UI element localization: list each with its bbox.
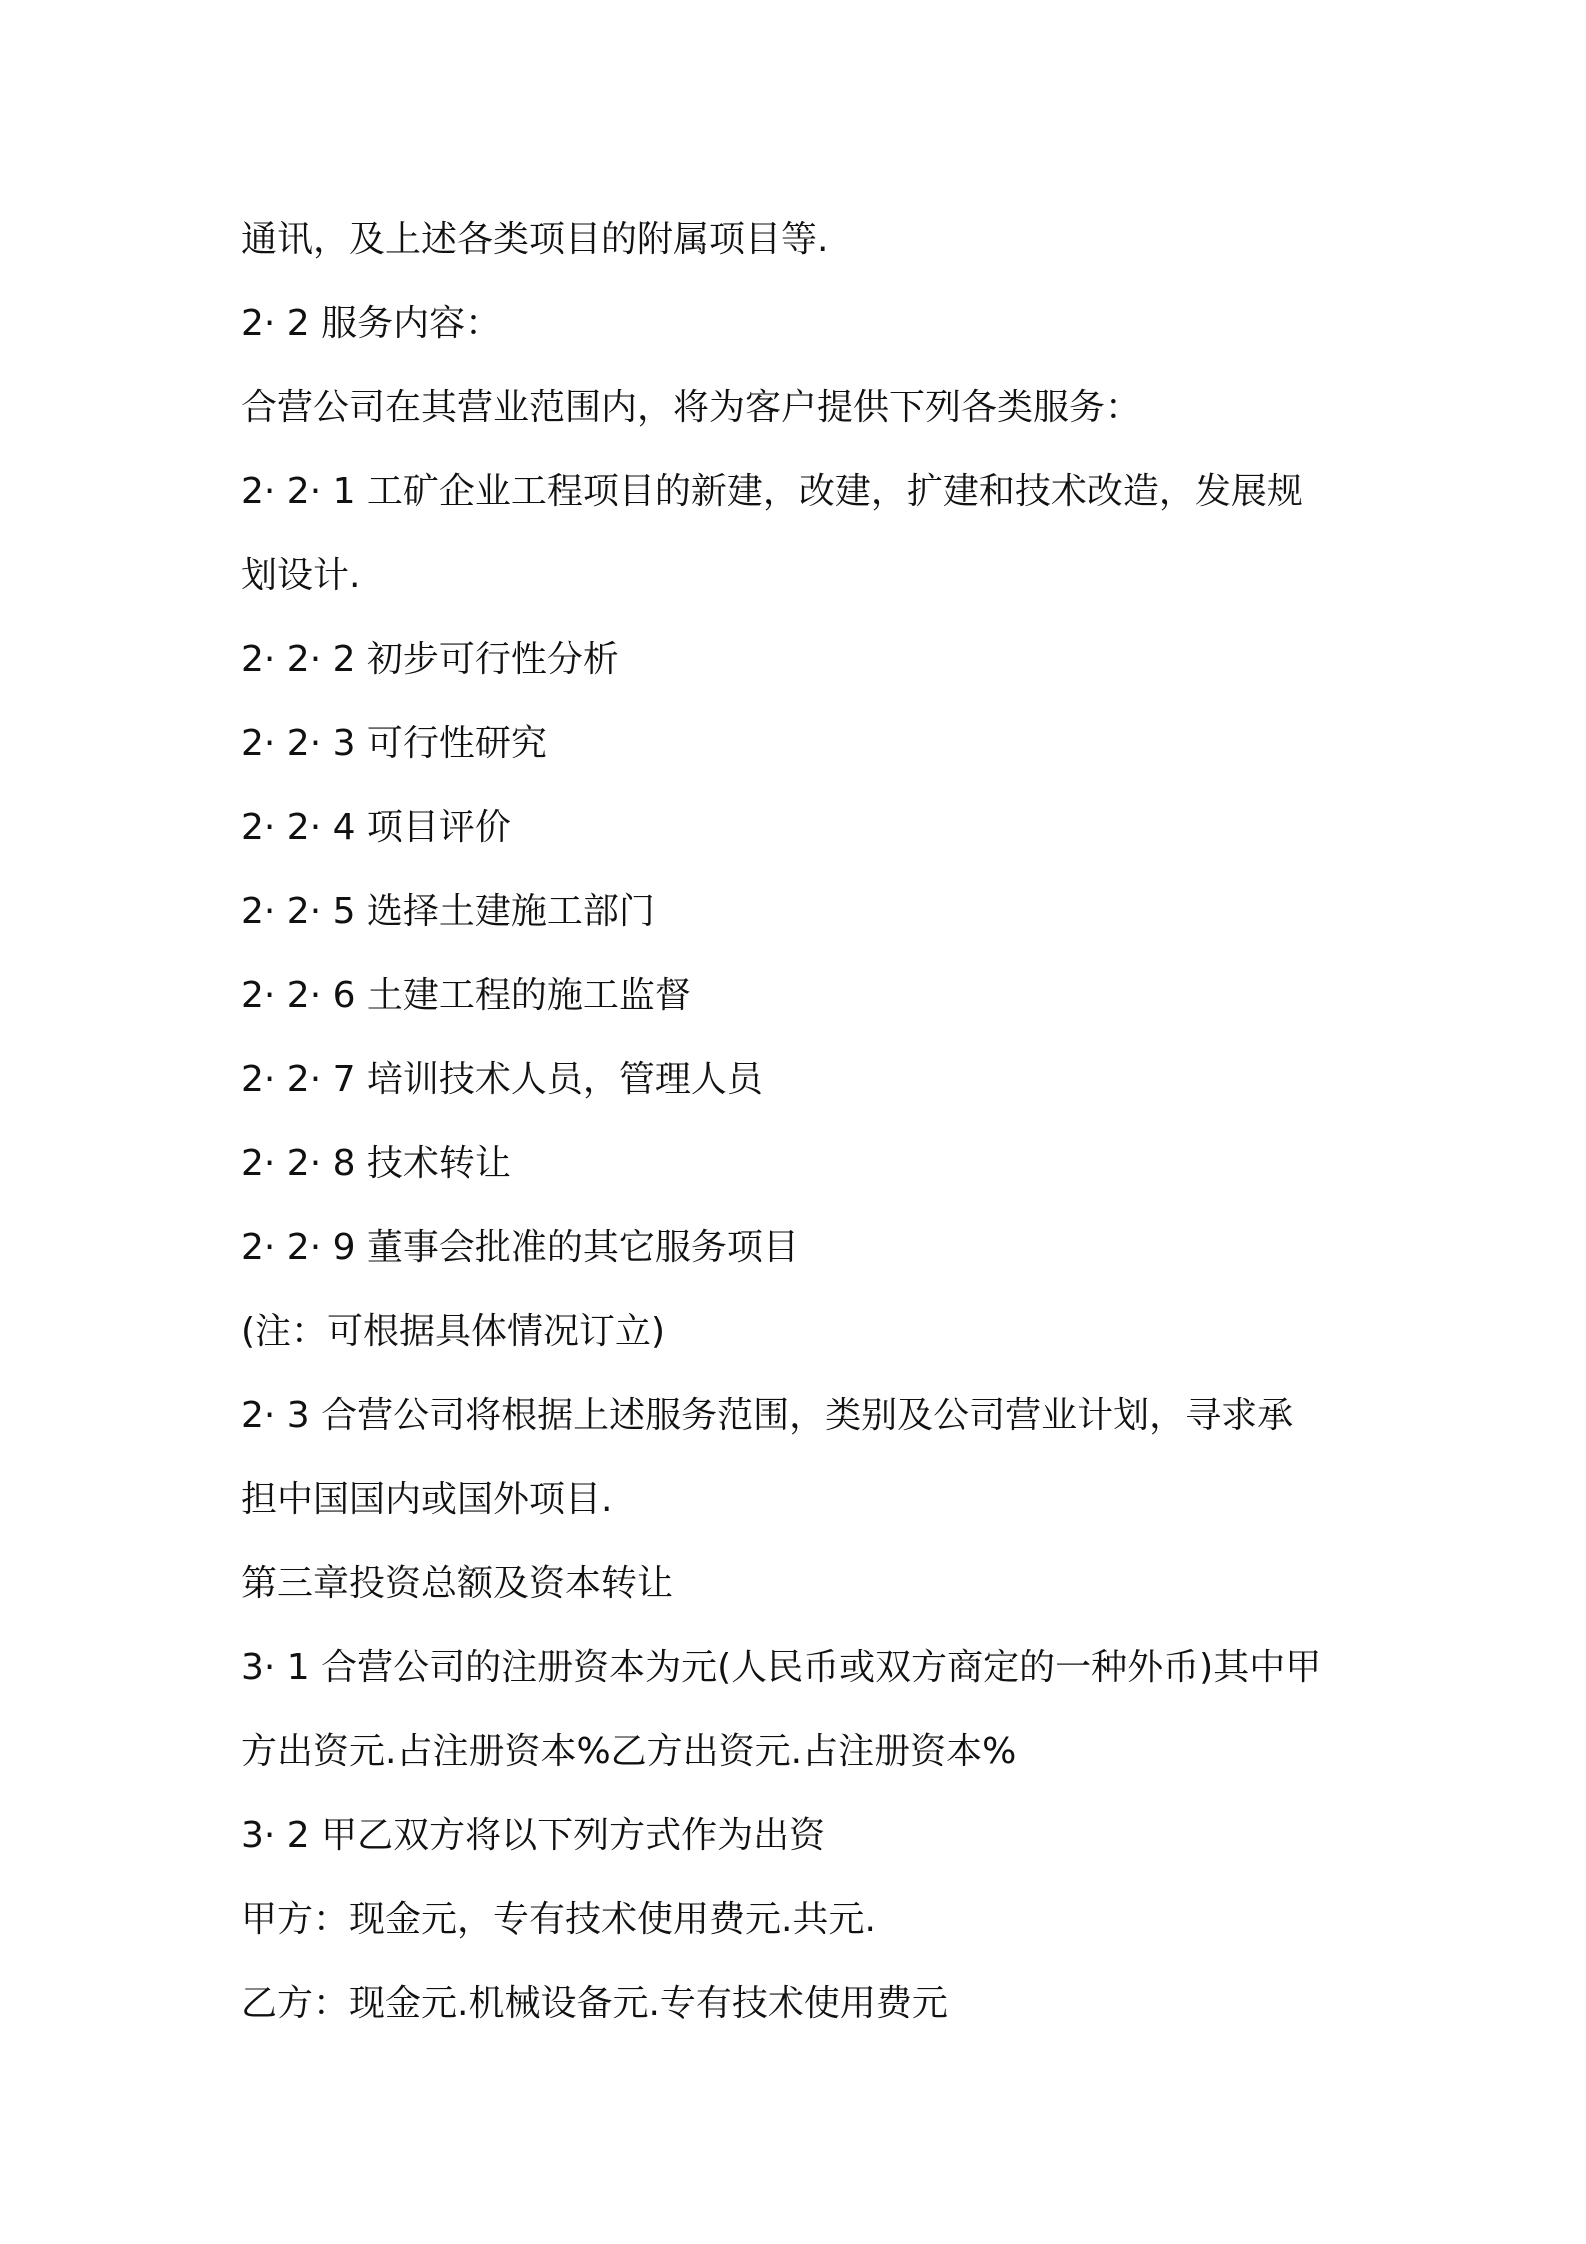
section-paragraph: 3· 1 合营公司的注册资本为元(人民币或双方商定的一种外币)其中甲	[241, 1647, 1322, 1688]
list-item: 2· 2· 3 可行性研究	[241, 723, 547, 764]
text-line: 方出资元.占注册资本%乙方出资元.占注册资本%	[241, 1731, 1017, 1772]
section-heading: 2· 2 服务内容：	[241, 303, 502, 344]
chapter-title: 第三章投资总额及资本转让	[241, 1563, 674, 1604]
list-item: 2· 2· 7 培训技术人员，管理人员	[241, 1059, 763, 1100]
text-line: 划设计.	[241, 555, 361, 596]
list-item: 2· 2· 6 土建工程的施工监督	[241, 975, 691, 1016]
note-line: (注：可根据具体情况订立)	[241, 1311, 666, 1352]
list-item: 2· 2· 9 董事会批准的其它服务项目	[241, 1227, 799, 1268]
text-line: 乙方：现金元.机械设备元.专有技术使用费元	[241, 1983, 948, 2024]
list-item: 2· 2· 5 选择土建施工部门	[241, 891, 655, 932]
section-paragraph: 3· 2 甲乙双方将以下列方式作为出资	[241, 1815, 826, 1856]
list-item: 2· 2· 4 项目评价	[241, 807, 511, 848]
section-paragraph: 2· 3 合营公司将根据上述服务范围，类别及公司营业计划，寻求承	[241, 1395, 1294, 1436]
text-line: 通讯，及上述各类项目的附属项目等.	[241, 219, 829, 260]
text-line: 担中国国内或国外项目.	[241, 1479, 613, 1520]
text-line: 合营公司在其营业范围内，将为客户提供下列各类服务：	[241, 387, 1142, 428]
document-body	[241, 198, 1371, 2046]
text-line: 甲方：现金元，专有技术使用费元.共元.	[241, 1899, 876, 1940]
list-item: 2· 2· 2 初步可行性分析	[241, 639, 619, 680]
list-item: 2· 2· 8 技术转让	[241, 1143, 511, 1184]
list-item: 2· 2· 1 工矿企业工程项目的新建，改建，扩建和技术改造，发展规	[241, 471, 1303, 512]
